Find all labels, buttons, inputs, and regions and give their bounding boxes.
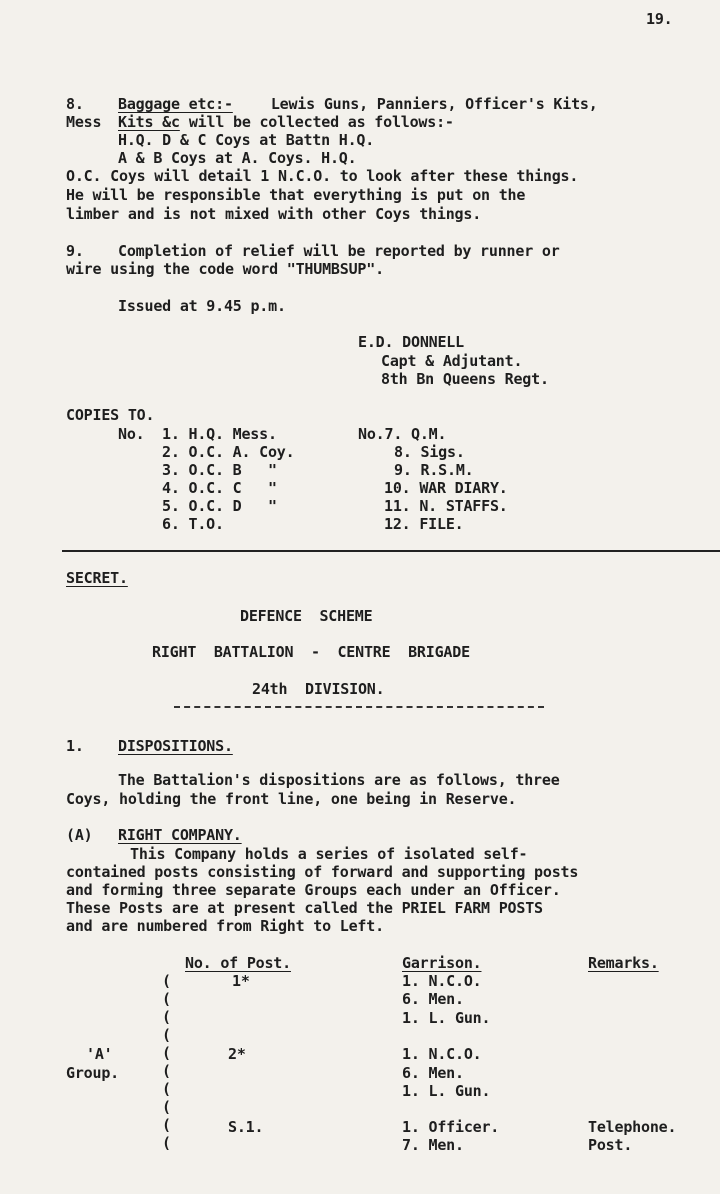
sectionA-line: and are numbered from Right to Left. <box>66 917 384 935</box>
table-cell-remarks: Post. <box>588 1136 633 1154</box>
item9-line1: Completion of relief will be reported by runner or <box>118 242 560 260</box>
signature-name: E.D. DONNELL <box>358 333 464 351</box>
table-header-post: No. of Post. <box>185 954 291 972</box>
copy-item: 6. T.O. <box>162 515 224 533</box>
table-cell-post: 2* <box>228 1045 246 1063</box>
table-cell-post: 1* <box>232 972 250 990</box>
table-cell-garrison: 6. Men. <box>402 1064 464 1082</box>
issued-time: Issued at 9.45 p.m. <box>118 297 286 315</box>
item8-line4: A & B Coys at A. Coys. H.Q. <box>118 149 357 167</box>
group-label: Group. <box>66 1064 119 1082</box>
copy-item: 2. O.C. A. Coy. <box>162 443 295 461</box>
section1-para2: Coys, holding the front line, one being in Reserve. <box>66 790 517 808</box>
item9-number: 9. <box>66 242 84 260</box>
table-cell-remarks: Telephone. <box>588 1118 677 1136</box>
copy-item: 5. O.C. D " <box>162 497 277 515</box>
table-cell-garrison: 7. Men. <box>402 1136 464 1154</box>
item8-line7: limber and is not mixed with other Coys things. <box>66 205 482 223</box>
sectionA-line: and forming three separate Groups each under an Officer. <box>66 881 561 899</box>
table-cell-garrison: 1. L. Gun. <box>402 1082 491 1100</box>
table-cell-garrison: 1. L. Gun. <box>402 1009 491 1027</box>
table-cell-garrison: 1. N.C.O. <box>402 972 482 990</box>
copy-item: 12. FILE. <box>384 515 464 533</box>
page-number: 19. <box>646 10 673 28</box>
item8-line5: O.C. Coys will detail 1 N.C.O. to look after these things. <box>66 167 579 185</box>
section-divider <box>62 550 720 552</box>
item8-line2c: will be collected as follows:- <box>180 113 454 131</box>
sectionA-label: (A) <box>66 826 93 844</box>
copy-item: No.7. Q.M. <box>358 425 447 443</box>
copy-item: 10. WAR DIARY. <box>384 479 508 497</box>
title-line3: 24th DIVISION. <box>252 680 385 698</box>
group-label: 'A' <box>86 1045 113 1063</box>
section1-para1: The Battalion's dispositions are as follows, three <box>118 771 560 789</box>
section1-heading: DISPOSITIONS. <box>118 737 233 755</box>
signature-rank: Capt & Adjutant. <box>381 352 523 370</box>
table-header-remarks: Remarks. <box>588 954 659 972</box>
table-cell-garrison: 6. Men. <box>402 990 464 1008</box>
copies-prefix: No. <box>118 425 145 443</box>
item8-number: 8. <box>66 95 84 113</box>
copies-heading: COPIES TO. <box>66 406 155 424</box>
item8-line3: H.Q. D & C Coys at Battn H.Q. <box>118 131 375 149</box>
item8-heading: Baggage etc:- <box>118 95 233 113</box>
item8-line6: He will be responsible that everything is put on the <box>66 186 526 204</box>
title-line1: DEFENCE SCHEME <box>240 607 373 625</box>
table-header-garrison: Garrison. <box>402 954 482 972</box>
group-bracket: ( ( ( ( ( ( ( ( ( ( <box>162 972 172 1152</box>
item8-line2b: Kits &c <box>118 113 180 131</box>
copy-item: 8. Sigs. <box>394 443 465 461</box>
copy-item: 3. O.C. B " <box>162 461 277 479</box>
item8-line1: Lewis Guns, Panniers, Officer's Kits, <box>262 95 598 113</box>
copy-item: 1. H.Q. Mess. <box>162 425 277 443</box>
copy-item: 4. O.C. C " <box>162 479 277 497</box>
copy-item: 11. N. STAFFS. <box>384 497 508 515</box>
sectionA-line: contained posts consisting of forward and supporting posts <box>66 863 579 881</box>
table-cell-garrison: 1. Officer. <box>402 1118 500 1136</box>
item9-line2: wire using the code word "THUMBSUP". <box>66 260 384 278</box>
signature-unit: 8th Bn Queens Regt. <box>381 370 549 388</box>
sectionA-line: These Posts are at present called the PRIEL FARM POSTS <box>66 899 543 917</box>
table-cell-garrison: 1. N.C.O. <box>402 1045 482 1063</box>
table-cell-post: S.1. <box>228 1118 264 1136</box>
secret-label: SECRET. <box>66 569 128 587</box>
title-dashed-rule <box>174 706 544 708</box>
title-line2: RIGHT BATTALION - CENTRE BRIGADE <box>152 643 470 661</box>
item8-line2a: Mess <box>66 113 102 131</box>
sectionA-heading: RIGHT COMPANY. <box>118 826 242 844</box>
copy-item: 9. R.S.M. <box>394 461 474 479</box>
section1-number: 1. <box>66 737 84 755</box>
sectionA-line: This Company holds a series of isolated self- <box>130 845 528 863</box>
